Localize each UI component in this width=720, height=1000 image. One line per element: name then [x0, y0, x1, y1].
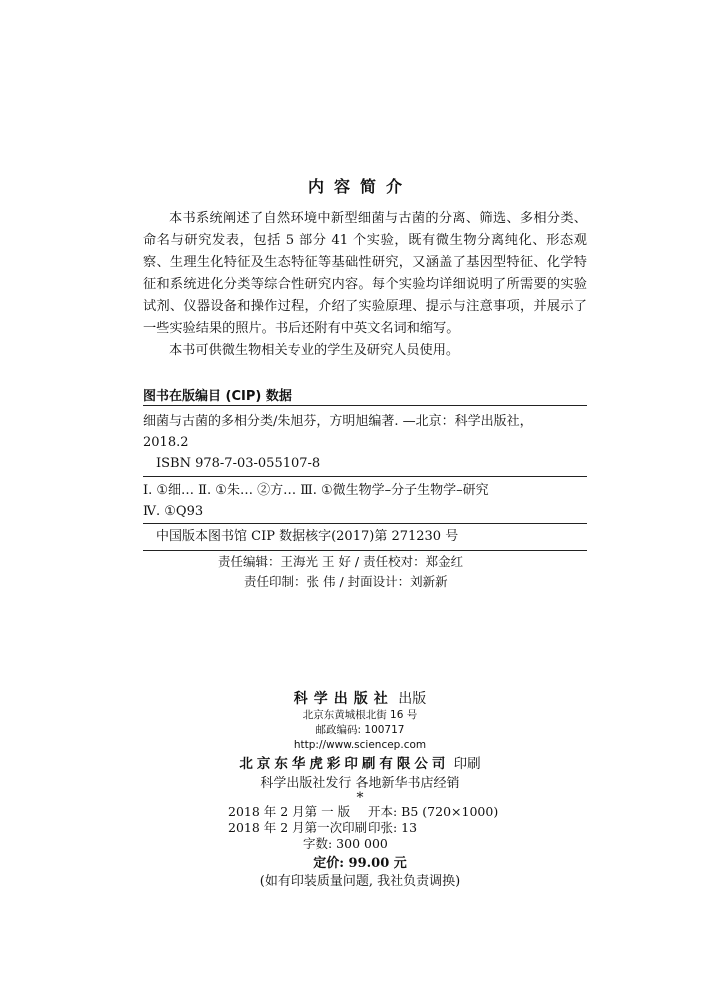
publisher-suffix: 出版	[393, 691, 427, 707]
quality-note: (如有印装质量问题, 我社负责调换)	[259, 874, 461, 889]
cip-entry-line: 细菌与古菌的多相分类/朱旭芬，方明旭编著. —北京：科学出版社，	[143, 414, 533, 429]
publisher-website: http://www.sciencep.com	[293, 739, 427, 751]
cip-isbn: ISBN 978-7-03-055107-8	[156, 456, 321, 471]
publisher-contact	[0, 708, 720, 753]
cip-subjects-line: Ⅳ. ①Q93	[143, 504, 204, 519]
summary-paragraph: 本书可供微生物相关专业的学生及研究人员使用。	[169, 343, 460, 358]
separator-star: *	[356, 790, 364, 806]
cip-heading: 图书在版编目 (CIP) 数据	[143, 389, 292, 404]
printer-name: 北京东华虎彩印刷有限公司	[239, 756, 450, 772]
word-count: 字数: 300 000	[303, 836, 388, 851]
cip-entry	[143, 411, 587, 474]
publisher-address: 北京东黄城根北街 16 号	[302, 709, 418, 721]
summary-body	[143, 208, 587, 362]
cip-lower-rule	[143, 523, 587, 524]
cip-mid-rule	[143, 476, 587, 477]
printer-line	[0, 752, 720, 772]
distribution-line: 科学出版社发行 各地新华书店经销	[260, 776, 460, 791]
cip-entry-line: 2018.2	[143, 435, 189, 450]
cip-top-rule	[143, 405, 587, 406]
credits-line: 责任印制：张 伟 / 封面设计：刘新新	[244, 574, 448, 589]
cip-bottom-rule	[143, 550, 587, 551]
publisher-name: 科学出版社	[293, 691, 394, 707]
publisher-postcode: 邮政编码: 100717	[315, 724, 405, 736]
cip-subjects-line: Ⅰ. ①细… Ⅱ. ①朱… ②方… Ⅲ. ①微生物学–分子生物学–研究	[143, 483, 489, 498]
edition-info: 2018 年 2 月第 一 版	[228, 804, 351, 819]
editorial-credits	[218, 552, 463, 592]
cip-record	[143, 526, 587, 547]
specs-row	[228, 804, 498, 820]
summary-paragraph: 本书系统阐述了自然环境中新型细菌与古菌的分离、筛选、多相分类、命名与研究发表，包括 5 部分 41 个实验，既有微生物分离纯化、形态观察、生理生化特征及生态特征等基础性研究，又涵盖了基因型特征、化学特征和系统进化分类等综合性研究内容。每个实验均详细说明了所需要的实验试剂、仪器设备和操作过程，介绍了实验原理、提示与注意事项，并展示了一些实验结果的照片。书后还附有中英文名词和缩写。	[143, 211, 587, 336]
specs-row	[228, 820, 498, 836]
cip-record-number: 中国版本图书馆 CIP 数据核字(2017)第 271230 号	[156, 529, 459, 544]
cip-subjects	[143, 480, 587, 522]
credits-line: 责任编辑：王海光 王 好 / 责任校对：郑金红	[218, 554, 464, 569]
price-line: 定价: 99.00 元	[313, 856, 407, 871]
print-specs	[228, 804, 498, 852]
printer-suffix: 印刷	[449, 756, 481, 772]
publisher-line	[0, 688, 720, 708]
summary-heading: 内容简介	[307, 177, 412, 196]
format-info: 开本: B5 (720×1000)	[368, 804, 499, 819]
sheets-info: 印张: 13	[368, 820, 418, 835]
printing-info: 2018 年 2 月第一次印刷	[228, 820, 368, 835]
